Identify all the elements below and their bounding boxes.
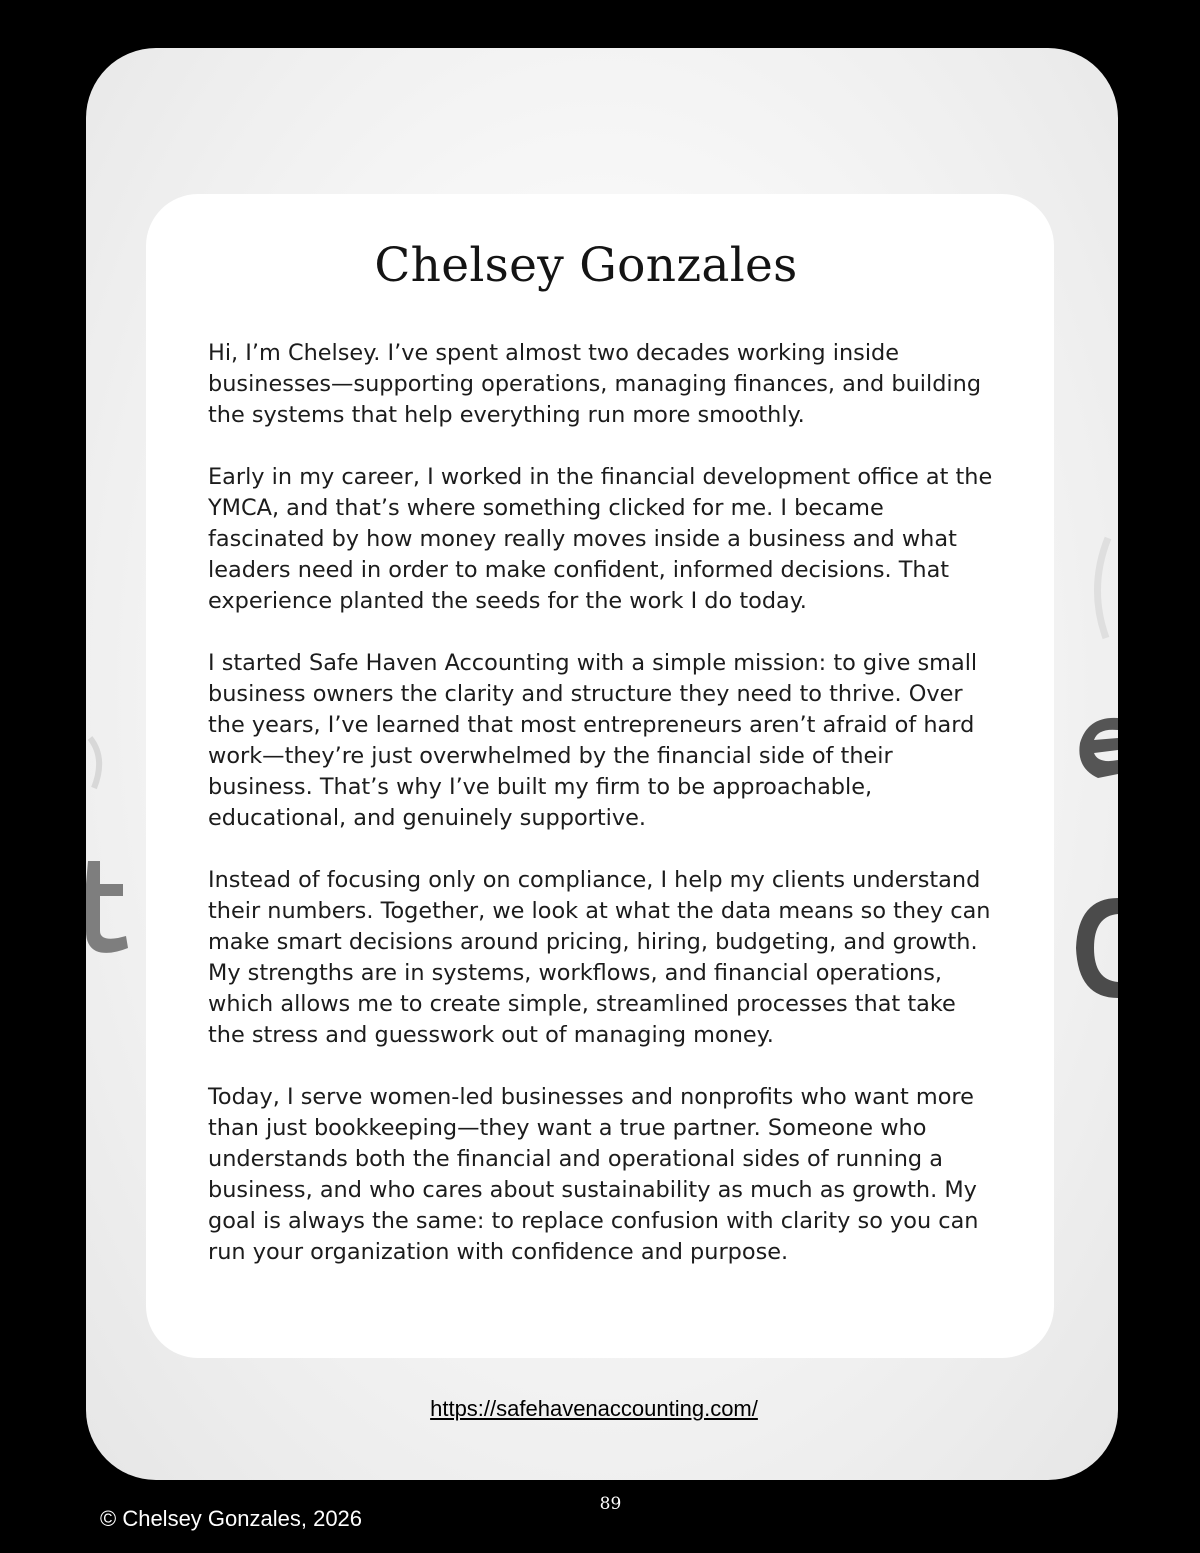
- bio-paragraph: Today, I serve women-led businesses and nonprofits who want more than just bookkeeping—they want a true partner. Someone who understands both the financial and operational sides of running a business, and who cares about sustainability as much as growth. My goal is always the same: to replace confusion with clarity so you can run your organization with confidence and purpose.: [208, 1084, 979, 1265]
- bio-paragraph: I started Safe Haven Accounting with a simple mission: to give small business owners the clarity and structure they need to thrive. Over the years, I’ve learned that most entrepreneurs aren’t afraid of hard work—they’re just overwhelmed by the financial side of their business. That’s why I’ve built my firm to be approachable, educational, and genuinely supportive.: [208, 650, 978, 831]
- bio-paragraph: Instead of focusing only on compliance, I help my clients understand their numbers. Together, we look at what the data means so they can make smart decisions around pricing, hiring, budgeting, and growth. My strengths are in systems, workflows, and financial operations, which allows me to create simple, streamlined processes that take the stress and guesswork out of managing money.: [208, 867, 991, 1048]
- bio-paragraph: Early in my career, I worked in the financial development office at the YMCA, and that’s where something clicked for me. I became fascinated by how money really moves inside a business and what leaders need in order to make confident, informed decisions. That experience planted the seeds for the work I do today.: [208, 464, 993, 614]
- blurred-letter-decoration: [86, 728, 126, 808]
- bio-text: [208, 338, 998, 1299]
- bio-paragraph: Hi, I’m Chelsey. I’ve spent almost two decades working inside businesses—supporting operations, managing finances, and building the systems that help everything run more smoothly.: [208, 340, 982, 428]
- blurred-letter-decoration: [1078, 528, 1118, 648]
- glitter-letter-decoration: [1048, 698, 1118, 1058]
- glitter-letter-decoration: [86, 856, 148, 956]
- copyright-notice: © Chelsey Gonzales, 2026: [100, 1506, 363, 1531]
- website-link[interactable]: https://safehavenaccounting.com/: [430, 1396, 758, 1421]
- page-number: 89: [599, 1494, 622, 1514]
- page-title: Chelsey Gonzales: [374, 238, 798, 293]
